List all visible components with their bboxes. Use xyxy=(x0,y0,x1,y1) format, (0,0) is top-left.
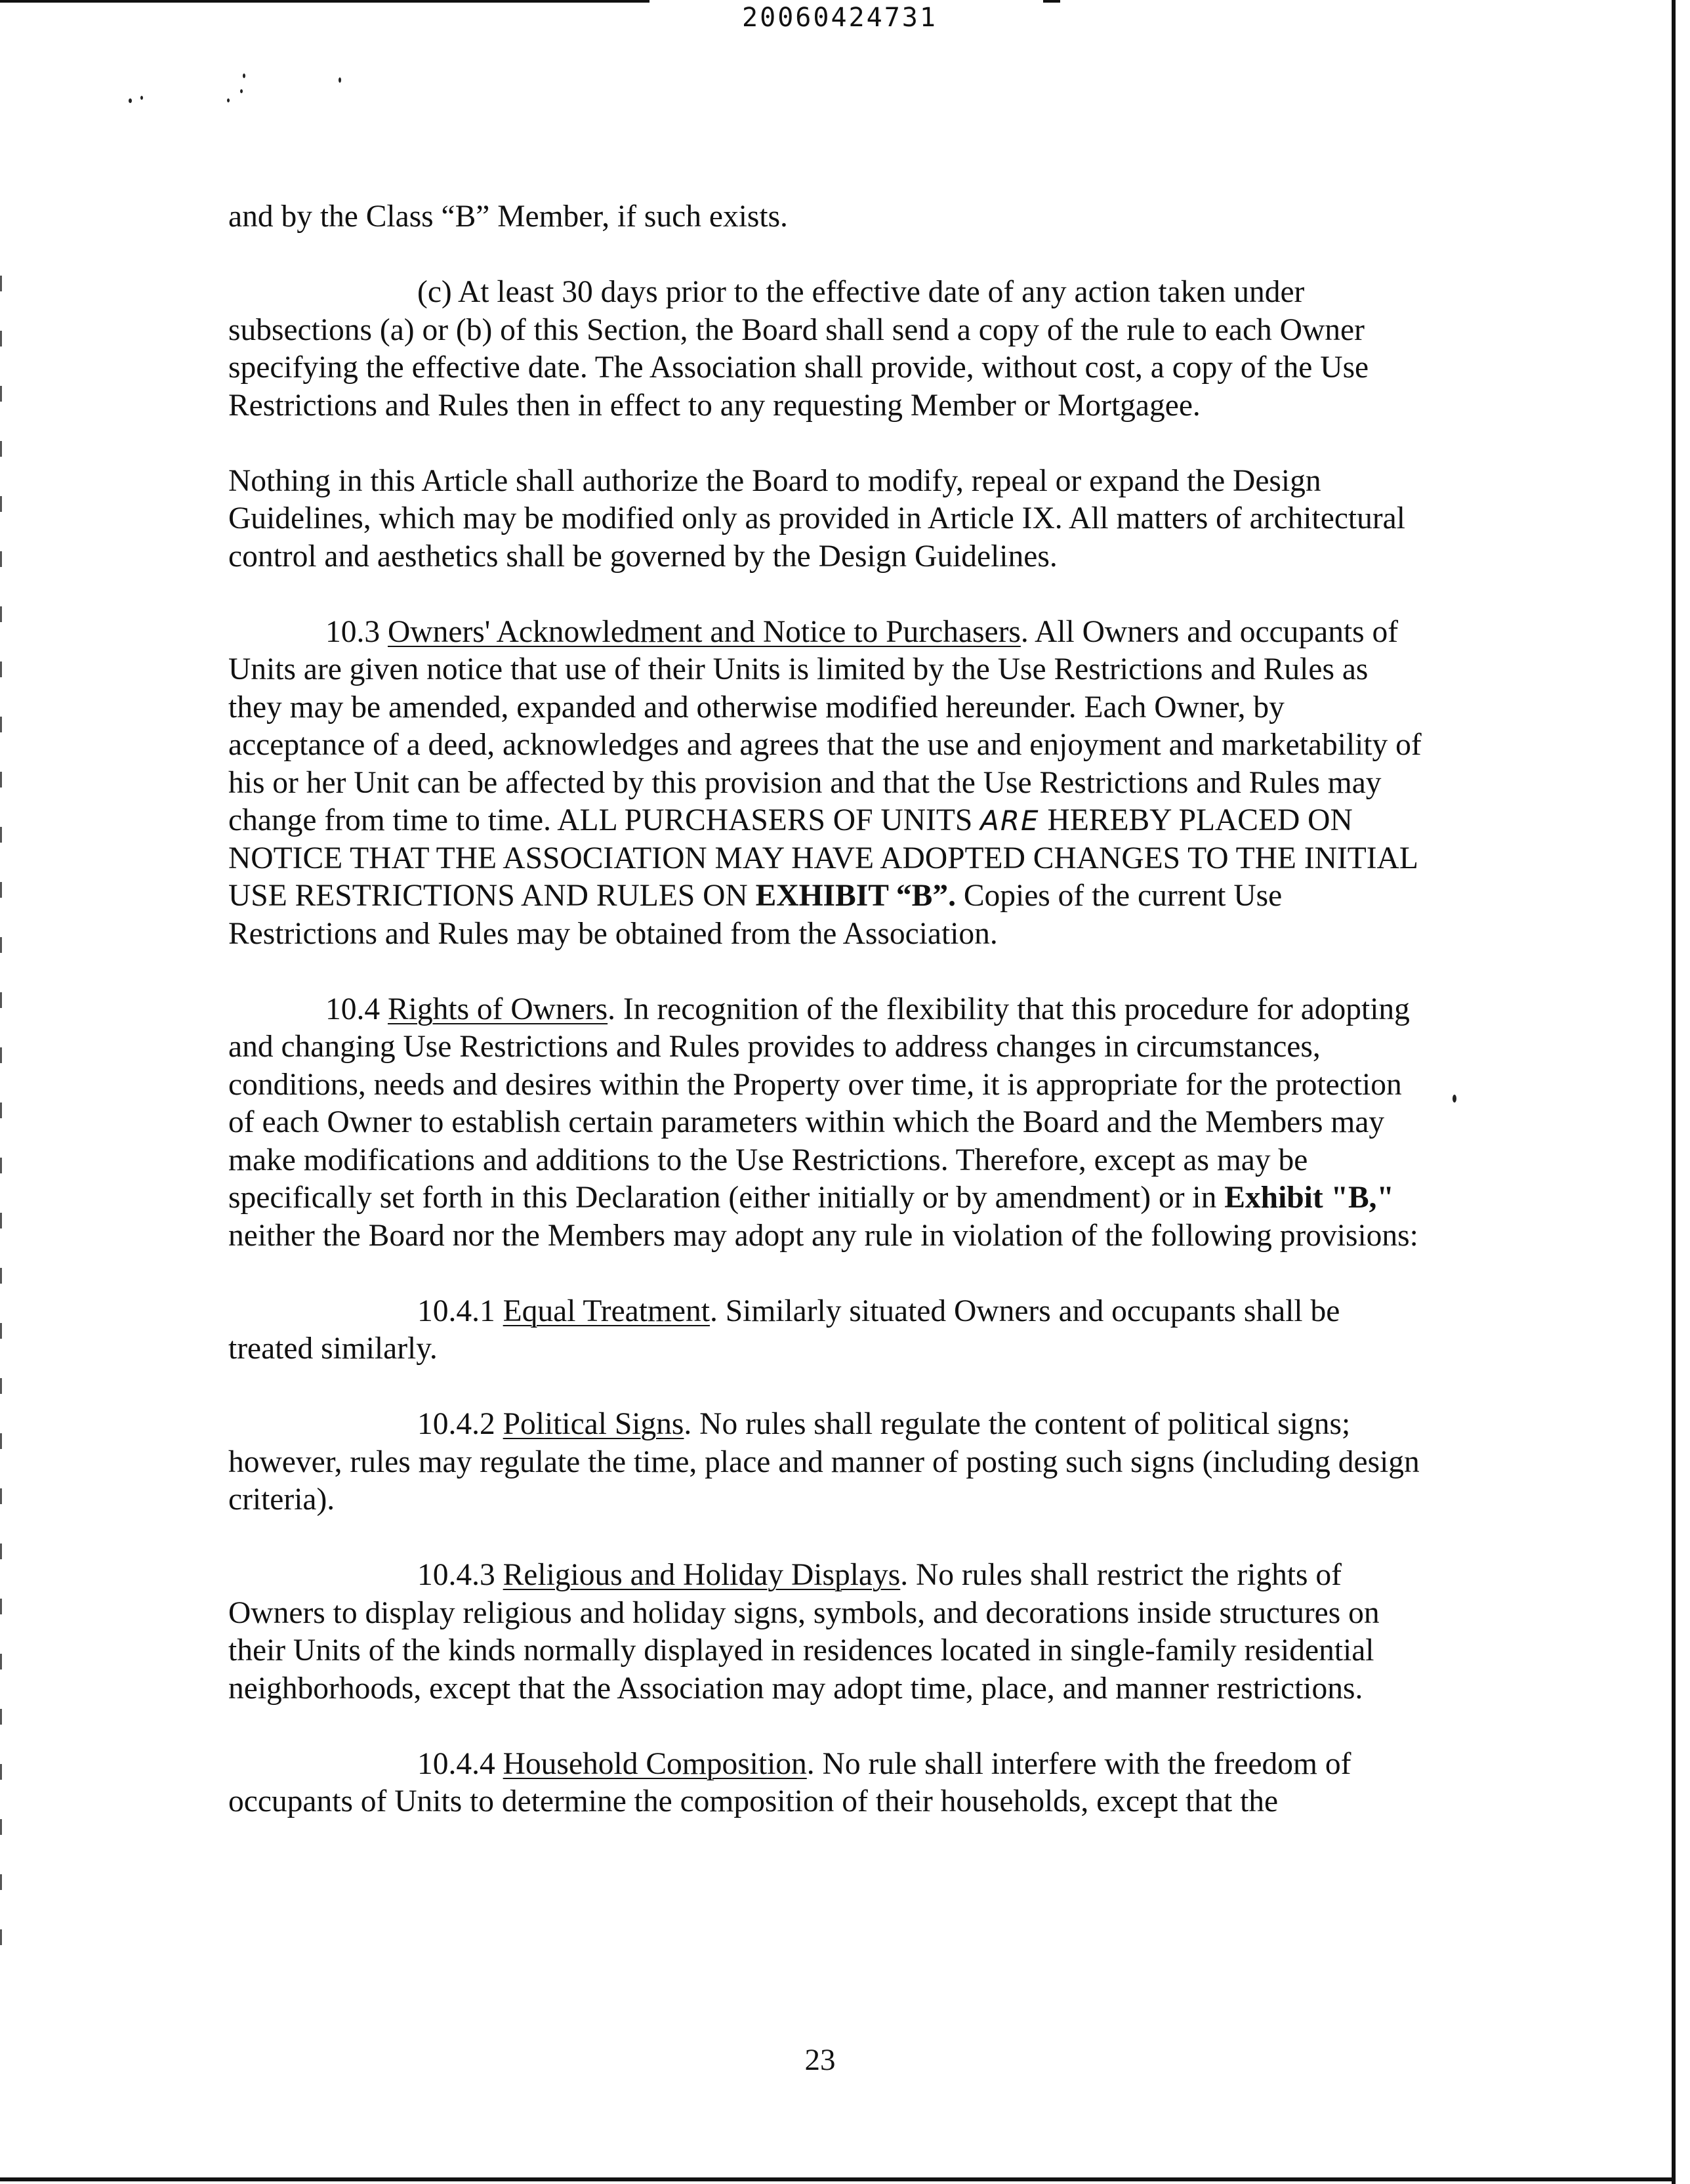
section-10-4 xyxy=(228,991,1422,1255)
document-number: 20060424731 xyxy=(742,3,938,33)
scan-speck xyxy=(1453,1095,1456,1102)
section-text-end: Copies of the current Use Restrictions and Rules may be obtained from the Association. xyxy=(228,879,1283,951)
section-text-end: neither the Board nor the Members may adopt any rule in violation of the following provisions: xyxy=(228,1218,1418,1253)
section-heading: Owners' Acknowledment and Notice to Purchasers xyxy=(388,614,1021,649)
section-heading: Political Signs xyxy=(503,1407,684,1441)
section-number: 10.4.1 xyxy=(417,1293,495,1328)
scan-speck xyxy=(140,96,143,100)
scan-border-bottom xyxy=(0,2177,1676,2181)
emphasis-are: ARE xyxy=(980,805,1040,837)
scan-speck xyxy=(339,77,341,83)
section-10-4-4 xyxy=(228,1746,1422,1821)
section-text: . All Owners and occupants of Units are given notice that use of their Units is limited by the Use Restrictions and Rules as they may be amended, expanded and otherwise modified hereunder. Each Owner, by acceptance of a deed, acknowledges and agrees that the use and enjoyment and marketability of his or her Unit can be affected by this provision and that the Use Restrictions and Rules may change from time to time. ALL PURCHASERS OF UNITS xyxy=(228,614,1422,837)
section-text: . No rules shall regulate the content of political signs; however, rules may regulate the time, place and manner of posting such signs (including design criteria). xyxy=(228,1407,1420,1517)
paragraph-class-b xyxy=(228,198,1422,236)
section-10-4-2 xyxy=(228,1406,1422,1519)
scan-speck xyxy=(129,98,132,103)
exhibit-reference: EXHIBIT “B”. xyxy=(755,879,956,913)
section-10-4-3 xyxy=(228,1557,1422,1708)
section-heading: Household Composition xyxy=(503,1746,807,1781)
paragraph-text: Nothing in this Article shall authorize the Board to modify, repeal or expand the Design Guidelines, which may be modified only as provided in Article IX. All matters of architectural control and aesthetics shall be governed by the Design Guidelines. xyxy=(228,463,1405,574)
section-number: 10.4.4 xyxy=(417,1746,495,1781)
section-number: 10.4.3 xyxy=(417,1558,495,1592)
section-heading: Religious and Holiday Displays xyxy=(503,1558,901,1592)
section-text-caps: HEREBY PLACED ON NOTICE THAT THE ASSOCIATION MAY HAVE ADOPTED CHANGES TO THE INITIAL USE RESTRICTIONS AND RULES ON xyxy=(228,803,1418,913)
scan-speck xyxy=(227,98,230,102)
section-10-4-1 xyxy=(228,1293,1422,1368)
paragraph-text: and by the Class “B” Member, if such exists. xyxy=(228,200,788,234)
scan-edge-marks xyxy=(0,276,2,1982)
page-number: 23 xyxy=(804,2043,836,2077)
section-number: 10.3 xyxy=(325,614,381,649)
paragraph-design-guidelines xyxy=(228,463,1422,576)
section-text: . No rule shall interfere with the freedom of occupants of Units to determine the composition of their households, except that the xyxy=(228,1746,1351,1818)
section-number: 10.4 xyxy=(325,992,381,1026)
section-text: . In recognition of the flexibility that this procedure for adopting and changing Use Restrictions and Rules provides to address changes in circumstances, conditions, needs and desires within the Property over time, it is appropriate for the protection of each Owner to establish certain parameters within which the Board and the Members may make modifications and additions to the Use Restrictions. Therefore, except as may be specifically set forth in this Declaration (either initially or by amendment) or in xyxy=(228,992,1410,1215)
section-10-3 xyxy=(228,614,1422,954)
paragraph-text: (c) At least 30 days prior to the effective date of any action taken under subsections (a) or (b) of this Section, the Board shall send a copy of the rule to each Owner specifying the effective date. The Association shall provide, without cost, a copy of the Use Restrictions and Rules then in effect to any requesting Member or Mortgagee. xyxy=(228,275,1369,423)
section-number: 10.4.2 xyxy=(417,1407,495,1441)
section-text: . Similarly situated Owners and occupants shall be treated similarly. xyxy=(228,1293,1340,1366)
scan-speck xyxy=(243,74,245,78)
scan-border-right xyxy=(1672,0,1676,2184)
section-heading: Rights of Owners xyxy=(388,992,608,1026)
exhibit-reference: Exhibit "B," xyxy=(1224,1181,1394,1215)
section-text: . No rules shall restrict the rights of Owners to display religious and holiday signs, symbols, and decorations inside structures on their Units of the kinds normally displayed in residences located in single-family residential neighborhoods, except that the Association may adopt time, place, and manner restrictions. xyxy=(228,1558,1380,1706)
scan-speck xyxy=(240,89,243,93)
paragraph-subsection-c xyxy=(228,274,1422,425)
document-body xyxy=(228,198,1422,1858)
section-heading: Equal Treatment xyxy=(503,1293,710,1328)
